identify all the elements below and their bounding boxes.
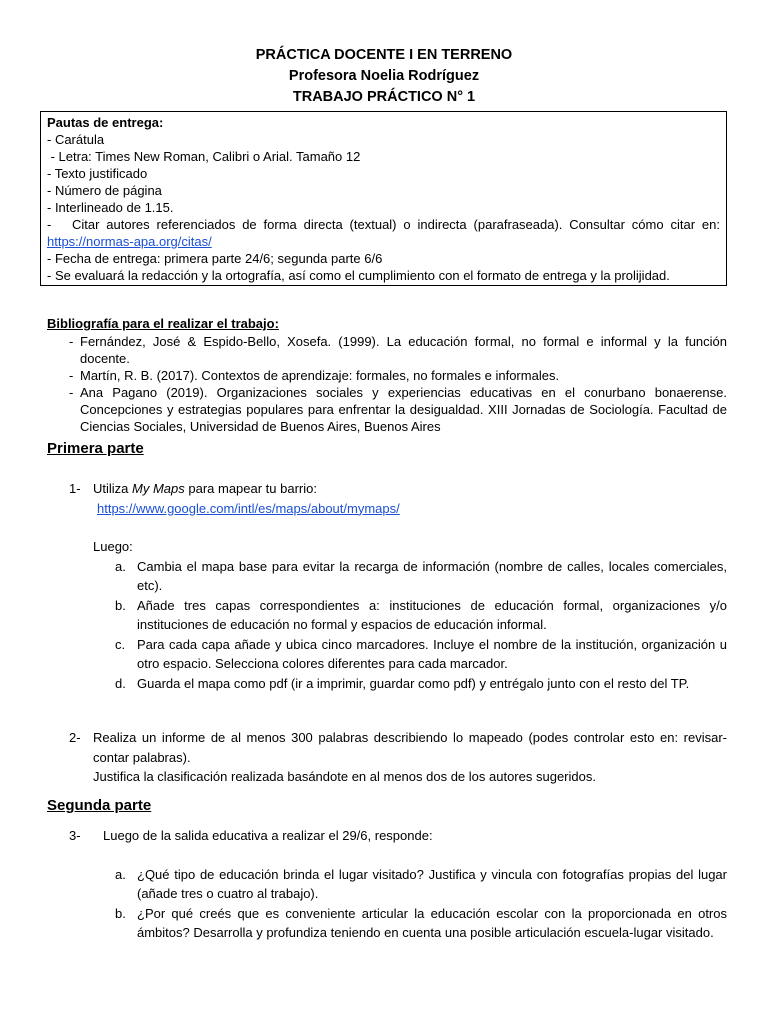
bullet-dash: -	[69, 368, 74, 383]
bibliography-item	[47, 384, 727, 435]
subtask-text: Guarda el mapa como pdf (ir a imprimir, guardar como pdf) y entrégalo junto con el resto del TP.	[137, 675, 690, 691]
primera-parte-title: Primera parte	[47, 440, 144, 457]
pautas-evaluacion: - Se evaluará la redacción y la ortografía, así como el cumplimiento con el formato de entrega y la prolijidad.	[47, 268, 670, 283]
subtask-b	[47, 904, 727, 943]
task-number: 3-	[69, 828, 81, 843]
subtask-letter: a.	[115, 866, 126, 882]
teacher-name: Profesora Noelia Rodríguez	[288, 68, 480, 84]
subtask-c	[47, 635, 727, 674]
pautas-item: - Citar autores referenciados de forma directa (textual) o indirecta (parafraseada). Consultar cómo citar en:	[47, 217, 720, 232]
task-1-post: para mapear tu barrio:	[184, 481, 317, 496]
subtask-letter: d.	[115, 675, 126, 691]
my-maps-name: My Maps	[132, 481, 185, 496]
assignment-title: TRABAJO PRÁCTICO N° 1	[292, 89, 476, 105]
task-number: 1-	[69, 481, 81, 496]
pautas-fecha: - Fecha de entrega: primera parte 24/6; segunda parte 6/6	[47, 251, 383, 266]
subtask-letter: b.	[115, 597, 126, 613]
bibliography-item	[47, 333, 727, 367]
task-3	[47, 826, 727, 943]
task-2	[47, 728, 727, 787]
subtask-a	[47, 557, 727, 596]
bibliography-item	[47, 367, 727, 384]
subtask-a	[47, 865, 727, 904]
luego-label: Luego:	[93, 539, 133, 554]
subtask-text: ¿Qué tipo de educación brinda el lugar visitado? Justifica y vincula con fotografías propias del lugar (añade tres o cuatro al trabajo).	[137, 866, 727, 901]
pautas-item: - Letra: Times New Roman, Calibri o Arial. Tamaño 12	[47, 149, 361, 164]
pautas-item: - Texto justificado	[47, 166, 148, 181]
bibliography-text: Ana Pagano (2019). Organizaciones sociales y experiencias educativas en el conurbano bonaerense. Concepciones y estrategias populares para enfrentar la desigualdad. XIII Jornadas de Sociología. Facultad de Ciencias Sociales, Universidad de Buenos Aires, Buenos Aires	[80, 385, 727, 434]
task-3-text: Luego de la salida educativa a realizar el 29/6, responde:	[103, 828, 433, 843]
task-1	[47, 479, 727, 693]
task-1-text	[47, 479, 727, 499]
bibliografia-title-text: Bibliografía para el realizar el trabajo	[47, 316, 275, 331]
bullet-dash: -	[69, 334, 74, 349]
pautas-item: - Número de página	[47, 183, 162, 198]
bibliografia-title	[47, 315, 727, 332]
document-header	[0, 45, 768, 108]
pautas-item: - Interlineado de 1.15.	[47, 200, 174, 215]
bibliografia-title-colon: :	[274, 316, 279, 331]
bibliografia-section	[47, 315, 727, 435]
pautas-title: Pautas de entrega:	[47, 115, 164, 130]
task-1-pre: Utiliza	[93, 481, 133, 496]
subtask-text: ¿Por qué creés que es conveniente articular la educación escolar con la proporcionada en otros ámbitos? Desarrolla y profundiza teniendo en cuenta una posible articulación escuela-lugar visitado.	[137, 905, 727, 940]
subtask-letter: b.	[115, 905, 126, 921]
task-2-text2: Justifica la clasificación realizada basándote en al menos dos de los autores sugeridos.	[93, 769, 596, 784]
subtask-letter: c.	[115, 636, 126, 652]
segunda-parte-title: Segunda parte	[47, 797, 152, 814]
subtask-letter: a.	[115, 558, 126, 574]
pautas-box	[40, 111, 727, 286]
bibliography-text: Fernández, José & Espido-Bello, Xosefa. (1999). La educación formal, no formal e informal y la función docente.	[80, 334, 727, 366]
subtask-b	[47, 596, 727, 635]
subtask-text: Para cada capa añade y ubica cinco marcadores. Incluye el nombre de la institución, organización u otro espacio. Selecciona colores diferentes para cada marcador.	[137, 636, 727, 671]
subtask-text: Cambia el mapa base para evitar la recarga de información (nombre de calles, locales comerciales, etc).	[137, 558, 727, 593]
task-2-text: Realiza un informe de al menos 300 palabras describiendo lo mapeado (podes controlar esto en: revisar-contar palabras).	[93, 730, 727, 765]
subtask-d	[47, 674, 727, 694]
subtask-text: Añade tres capas correspondientes a: instituciones de educación formal, organizaciones y/o instituciones de educación no formal y espacios de educación informal.	[137, 597, 727, 632]
task-number: 2-	[69, 730, 81, 745]
apa-citas-link[interactable]: https://normas-apa.org/citas/	[47, 234, 212, 249]
course-title: PRÁCTICA DOCENTE I EN TERRENO	[255, 47, 513, 63]
bibliography-text: Martín, R. B. (2017). Contextos de aprendizaje: formales, no formales e informales.	[80, 368, 560, 383]
pautas-item: - Carátula	[47, 132, 105, 147]
mymaps-link[interactable]: https://www.google.com/intl/es/maps/about/mymaps/	[97, 500, 400, 516]
bullet-dash: -	[69, 385, 74, 400]
